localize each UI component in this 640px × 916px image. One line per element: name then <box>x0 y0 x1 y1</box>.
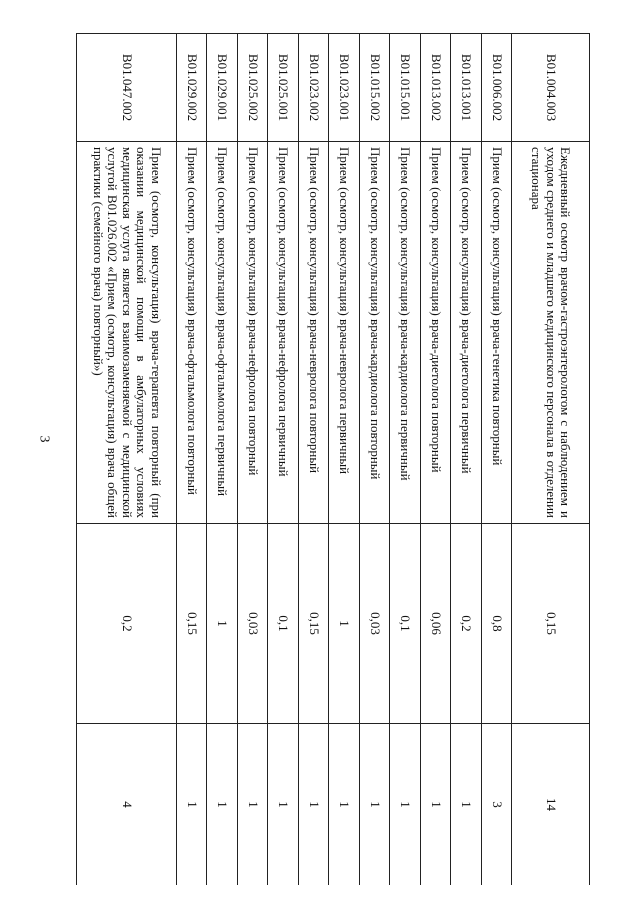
frequency-value: 0,1 <box>268 524 298 724</box>
table-row <box>237 34 267 886</box>
service-name: Ежедневный осмотр врачом-гастроэнтерологом с наблюдением и уходом среднего и младшего медицинского персонала в отделении стационара <box>512 142 590 524</box>
service-code: B01.015.001 <box>390 34 420 142</box>
frequency-value: 0,1 <box>390 524 420 724</box>
multiplicity-value: 1 <box>390 724 420 886</box>
service-name: Прием (осмотр, консультация) врача-терапевта повторный (при оказании медицинской помощи в амбулаторных условиях медицинская услуга является взаимозаменяемой с медицинской услугой B01.026.002 «Прием (осмотр, консультация) врача общей практики (семейного врача) повторный») <box>77 142 177 524</box>
frequency-value: 1 <box>207 524 237 724</box>
service-name: Прием (осмотр, консультация) врача-диетолога первичный <box>451 142 481 524</box>
multiplicity-value: 3 <box>481 724 511 886</box>
table-row <box>268 34 298 886</box>
table-row <box>420 34 450 886</box>
multiplicity-value: 1 <box>298 724 328 886</box>
service-code: B01.029.002 <box>177 34 207 142</box>
service-code: B01.047.002 <box>77 34 177 142</box>
service-code: B01.023.002 <box>298 34 328 142</box>
multiplicity-value: 1 <box>237 724 267 886</box>
multiplicity-value: 14 <box>512 724 590 886</box>
frequency-value: 0,03 <box>237 524 267 724</box>
table-row <box>77 34 177 886</box>
service-code: B01.013.001 <box>451 34 481 142</box>
service-code: B01.029.001 <box>207 34 237 142</box>
multiplicity-value: 4 <box>77 724 177 886</box>
service-name: Прием (осмотр, консультация) врача-невролога повторный <box>298 142 328 524</box>
services-table <box>76 33 590 885</box>
table-row <box>298 34 328 886</box>
frequency-value: 0,06 <box>420 524 450 724</box>
service-name: Прием (осмотр, консультация) врача-офтальмолога повторный <box>177 142 207 524</box>
multiplicity-value: 1 <box>451 724 481 886</box>
service-name: Прием (осмотр, консультация) врача-невролога первичный <box>329 142 359 524</box>
multiplicity-value: 1 <box>268 724 298 886</box>
service-name: Прием (осмотр, консультация) врача-кардиолога первичный <box>390 142 420 524</box>
table-row <box>512 34 590 886</box>
frequency-value: 0,2 <box>77 524 177 724</box>
page-number: 3 <box>36 435 52 443</box>
service-code: B01.006.002 <box>481 34 511 142</box>
table-row <box>359 34 389 886</box>
frequency-value: 0,15 <box>298 524 328 724</box>
table-row <box>481 34 511 886</box>
frequency-value: 0,8 <box>481 524 511 724</box>
frequency-value: 1 <box>329 524 359 724</box>
service-name: Прием (осмотр, консультация) врача-генетика повторный <box>481 142 511 524</box>
frequency-value: 0,2 <box>451 524 481 724</box>
service-name: Прием (осмотр, консультация) врача-диетолога повторный <box>420 142 450 524</box>
frequency-value: 0,03 <box>359 524 389 724</box>
rotated-table-frame <box>76 33 590 885</box>
multiplicity-value: 1 <box>207 724 237 886</box>
table-row <box>177 34 207 886</box>
service-name: Прием (осмотр, консультация) врача-нефролога первичный <box>268 142 298 524</box>
multiplicity-value: 1 <box>359 724 389 886</box>
services-table-body <box>77 34 590 886</box>
rotated-content <box>76 33 590 885</box>
frequency-value: 0,15 <box>512 524 590 724</box>
multiplicity-value: 1 <box>420 724 450 886</box>
service-name: Прием (осмотр, консультация) врача-офтальмолога первичный <box>207 142 237 524</box>
service-code: B01.015.002 <box>359 34 389 142</box>
table-row <box>451 34 481 886</box>
frequency-value: 0,15 <box>177 524 207 724</box>
table-row <box>207 34 237 886</box>
table-row <box>329 34 359 886</box>
service-code: B01.025.002 <box>237 34 267 142</box>
multiplicity-value: 1 <box>329 724 359 886</box>
service-name: Прием (осмотр, консультация) врача-нефролога повторный <box>237 142 267 524</box>
service-code: B01.023.001 <box>329 34 359 142</box>
service-code: B01.013.002 <box>420 34 450 142</box>
service-code: B01.025.001 <box>268 34 298 142</box>
multiplicity-value: 1 <box>177 724 207 886</box>
service-code: B01.004.003 <box>512 34 590 142</box>
service-name: Прием (осмотр, консультация) врача-кардиолога повторный <box>359 142 389 524</box>
table-row <box>390 34 420 886</box>
